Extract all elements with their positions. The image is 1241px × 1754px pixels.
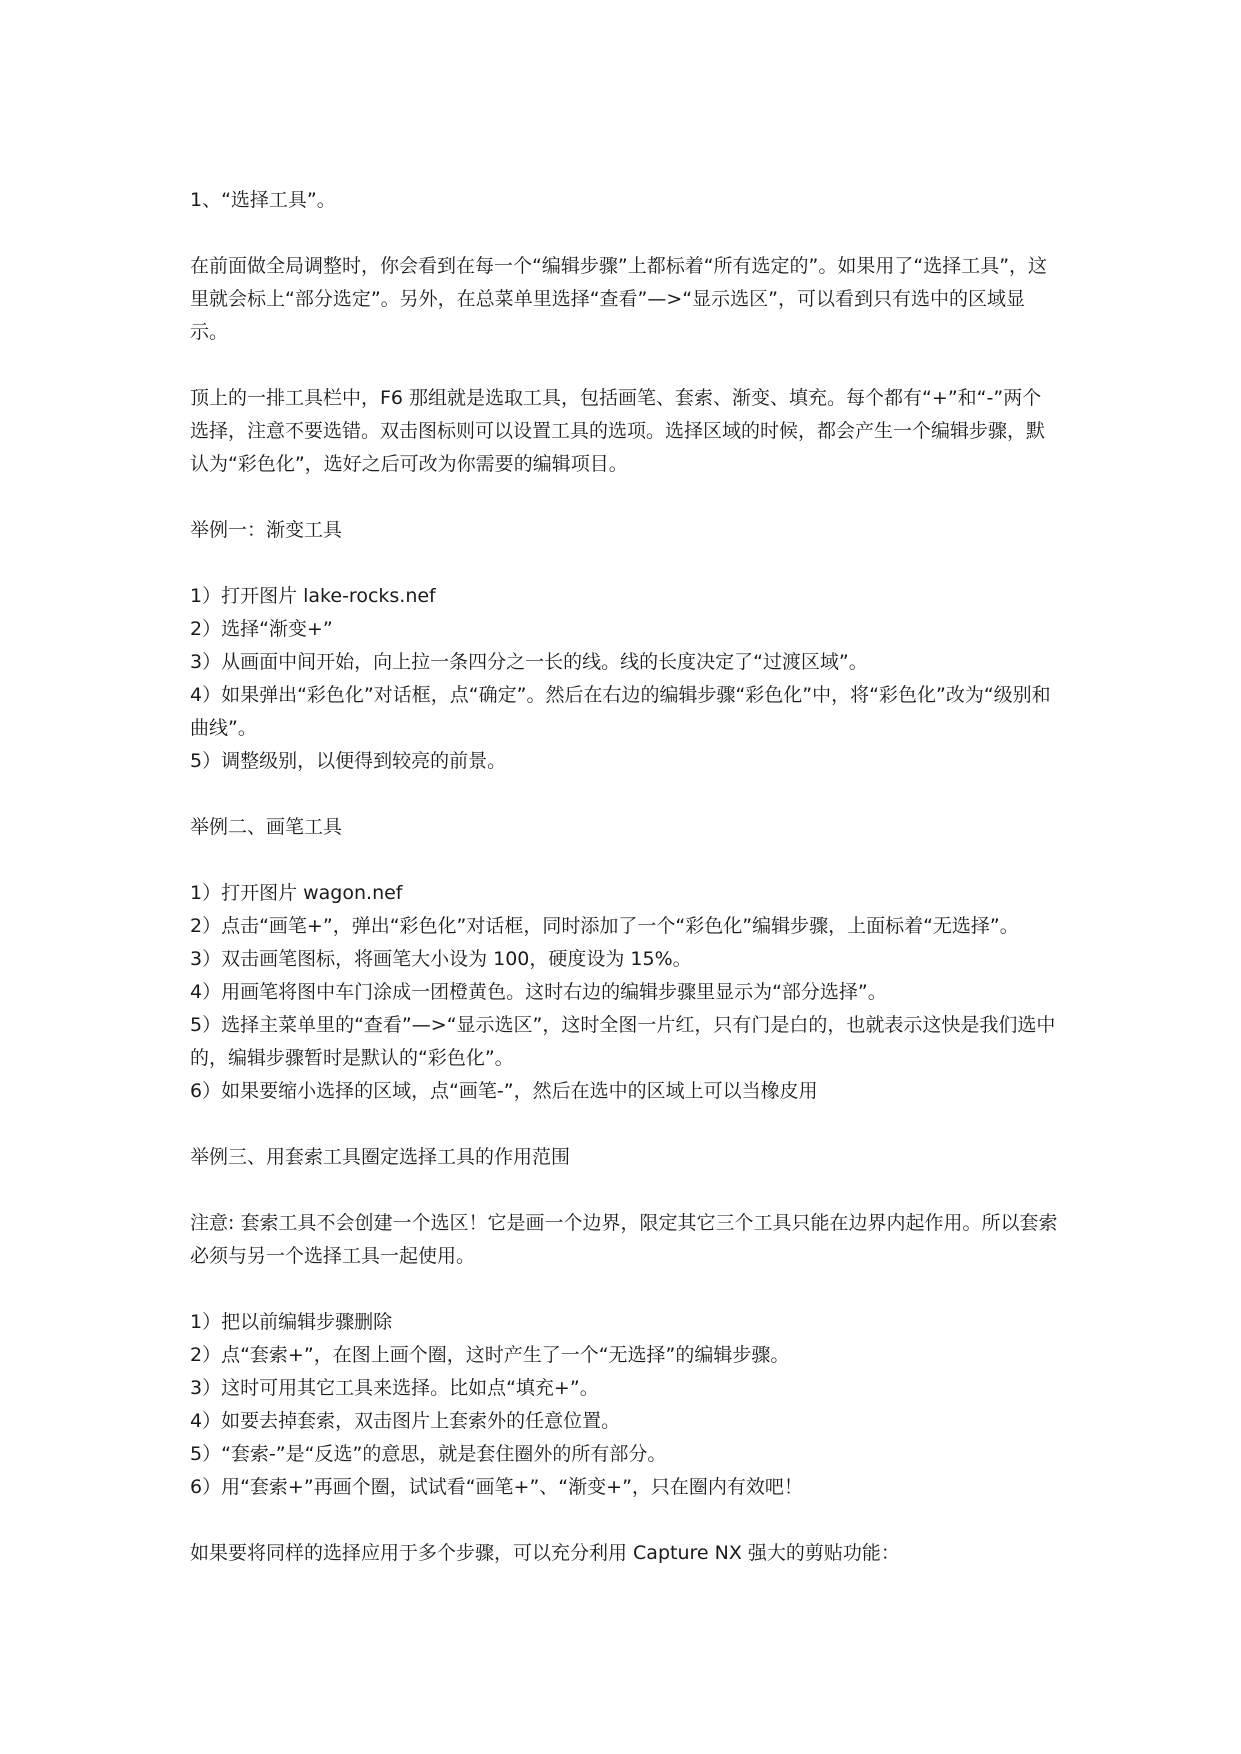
paragraph-intro: 在前面做全局调整时，你会看到在每一个“编辑步骤”上都标着“所有选定的”。如果用了“选择工具”，这里就会标上“部分选定”。另外，在总菜单里选择“查看”—>“显示选区”，可以看到只有选中的区域显示。 <box>190 255 1048 343</box>
list-item: 4）用画笔将图中车门涂成一团橙黄色。这时右边的编辑步骤里显示为“部分选择”。 <box>190 981 887 1003</box>
note-paragraph: 注意: 套索工具不会创建一个选区！它是画一个边界，限定其它三个工具只能在边界内起作用。所以套索必须与另一个选择工具一起使用。 <box>190 1212 1058 1267</box>
list-item: 6）如果要缩小选择的区域，点“画笔-”，然后在选中的区域上可以当橡皮用 <box>190 1080 818 1102</box>
list-item: 5）“套索-”是“反选”的意思，就是套住圈外的所有部分。 <box>190 1443 667 1465</box>
list-item: 5）选择主菜单里的“查看”—>“显示选区”，这时全图一片红，只有门是白的，也就表示这快是我们选中的，编辑步骤暂时是默认的“彩色化”。 <box>190 1014 1056 1069</box>
list-item: 3）这时可用其它工具来选择。比如点“填充+”。 <box>190 1377 599 1399</box>
example-3-title: 举例三、用套索工具圈定选择工具的作用范围 <box>190 1146 571 1168</box>
example-1-title: 举例一：渐变工具 <box>190 519 343 541</box>
list-item: 1）打开图片 wagon.nef <box>190 882 403 904</box>
list-item: 6）用“套索+”再画个圈，试试看“画笔+”、“渐变+”，只在圈内有效吧！ <box>190 1476 803 1498</box>
list-item: 1）打开图片 lake-rocks.nef <box>190 585 436 607</box>
list-item: 2）点“套索+”，在图上画个圈，这时产生了一个“无选择”的编辑步骤。 <box>190 1344 790 1366</box>
list-item: 3）双击画笔图标，将画笔大小设为 100，硬度设为 15%。 <box>190 948 692 970</box>
list-item: 4）如要去掉套索，双击图片上套索外的任意位置。 <box>190 1410 621 1432</box>
list-item: 3）从画面中间开始，向上拉一条四分之一长的线。线的长度决定了“过渡区域”。 <box>190 651 868 673</box>
list-item: 2）点击“画笔+”，弹出“彩色化”对话框，同时添加了一个“彩色化”编辑步骤，上面标着“无选择”。 <box>190 915 1019 937</box>
example-2-title: 举例二、画笔工具 <box>190 816 343 838</box>
list-item: 5）调整级别，以便得到较亮的前景。 <box>190 750 507 772</box>
list-item: 2）选择“渐变+” <box>190 618 333 640</box>
paragraph-toolbar: 顶上的一排工具栏中，F6 那组就是选取工具，包括画笔、套索、渐变、填充。每个都有“+”和“-”两个选择，注意不要选错。双击图标则可以设置工具的选项。选择区域的时候，都会产生一个编辑步骤，默认为“彩色化”，选好之后可改为你需要的编辑项目。 <box>190 387 1046 475</box>
document-body <box>190 184 1060 1570</box>
section-title-selection-tool: 1、“选择工具”。 <box>190 189 336 211</box>
closing-paragraph: 如果要将同样的选择应用于多个步骤，可以充分利用 Capture NX 强大的剪贴功能： <box>190 1542 900 1564</box>
list-item: 1）把以前编辑步骤删除 <box>190 1311 393 1333</box>
list-item: 4）如果弹出“彩色化”对话框，点“确定”。然后在右边的编辑步骤“彩色化”中，将“彩色化”改为“级别和曲线”。 <box>190 684 1051 739</box>
